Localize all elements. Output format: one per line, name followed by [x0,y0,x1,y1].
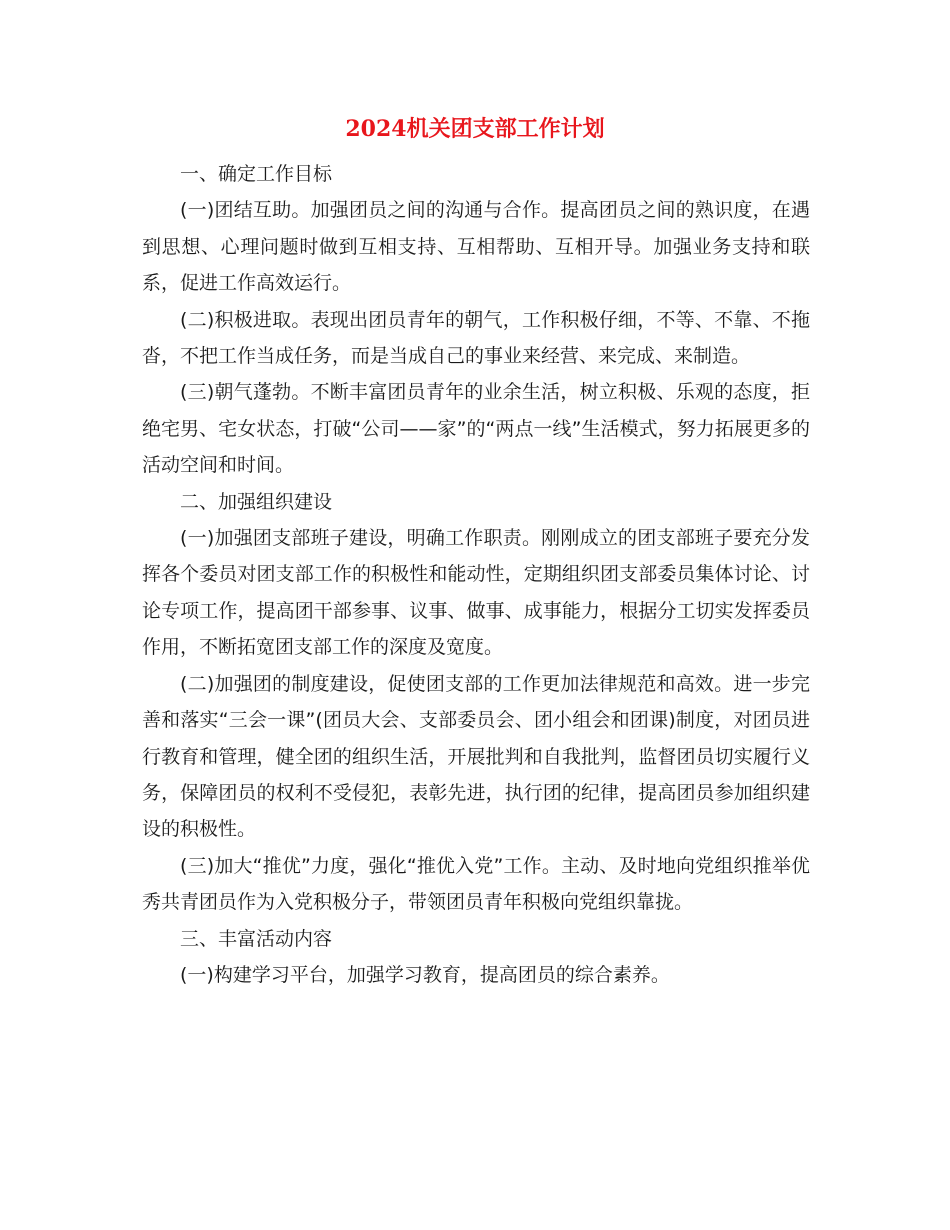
paragraph-2-2: (二)加强团的制度建设，促使团支部的工作更加法律规范和高效。进一步完善和落实“三会一课”(团员大会、支部委员会、团小组会和团课)制度，对团员进行教育和管理，健全团的组织生活，开展批判和自我批判，监督团员切实履行义务，保障团员的权利不受侵犯，表彰先进，执行团的纪律，提高团员参加组织建设的积极性。 [142,672,810,841]
paragraph-2-3: (三)加大“推优”力度，强化“推优入党”工作。主动、及时地向党组织推举优秀共青团员作为入党积极分子，带领团员青年积极向党组织靠拢。 [142,854,810,914]
paragraph-1-2: (二)积极进取。表现出团员青年的朝气，工作积极仔细，不等、不靠、不拖沓，不把工作当成任务，而是当成自己的事业来经营、来完成、来制造。 [142,308,810,368]
document-title: 2024机关团支部工作计划 [345,116,605,142]
document-body [142,156,810,993]
paragraph-2-1: (一)加强团支部班子建设，明确工作职责。刚刚成立的团支部班子要充分发挥各个委员对团支部工作的积极性和能动性，定期组织团支部委员集体讨论、讨论专项工作，提高团干部参事、议事、做事、成事能力，根据分工切实发挥委员作用，不断拓宽团支部工作的深度及宽度。 [142,527,810,659]
section-heading-3: 三、丰富活动内容 [180,927,333,950]
paragraph-1-3: (三)朝气蓬勃。不断丰富团员青年的业余生活，树立积极、乐观的态度，拒绝宅男、宅女状态，打破“公司——家”的“两点一线”生活模式，努力拓展更多的活动空间和时间。 [142,381,810,477]
paragraph-3-1: (一)构建学习平台，加强学习教育，提高团员的综合素养。 [180,963,670,986]
paragraph-1-1: (一)团结互助。加强团员之间的沟通与合作。提高团员之间的熟识度，在遇到思想、心理问题时做到互相支持、互相帮助、互相开导。加强业务支持和联系，促进工作高效运行。 [142,199,810,295]
section-heading-2: 二、加强组织建设 [180,490,333,513]
section-heading-1: 一、确定工作目标 [180,163,333,185]
